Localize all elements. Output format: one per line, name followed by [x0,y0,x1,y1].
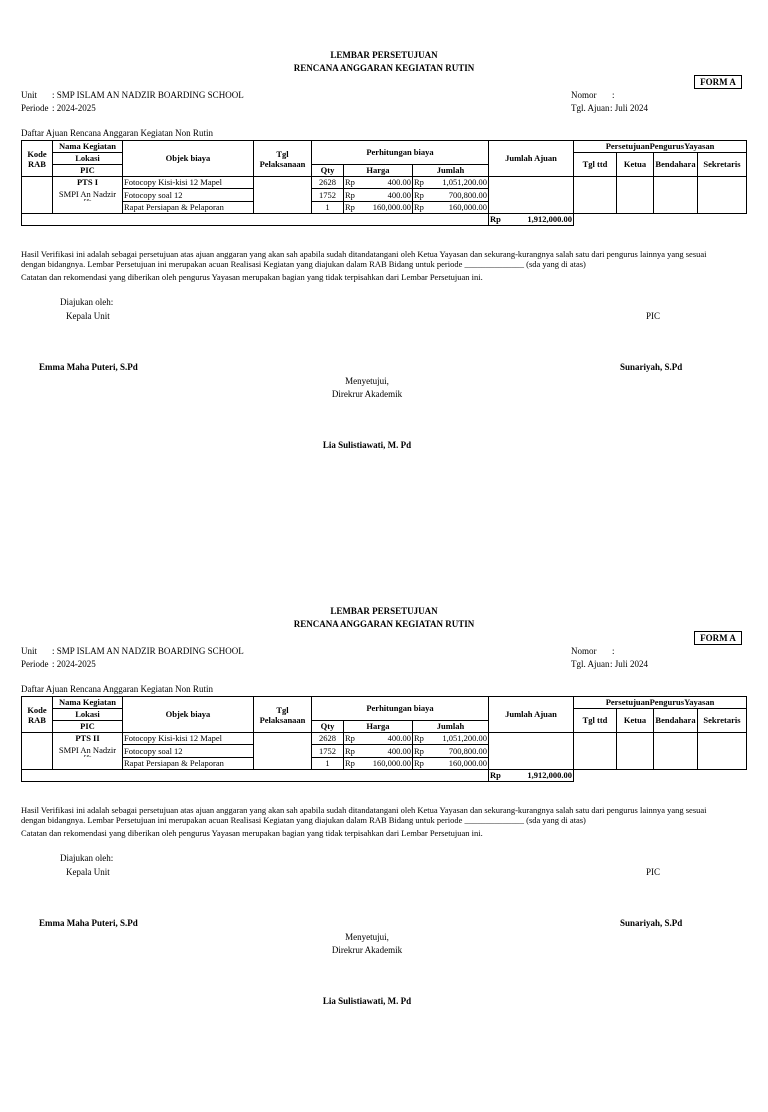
total-value: 1,912,000.00 [527,770,572,780]
header-bendahara: Bendahara [654,153,698,177]
row-objek: Fotocopy Kisi-kisi 12 Mapel [123,733,254,745]
periode-value: : 2024-2025 [52,659,96,669]
row-jumlah: 1,051,200.00 [425,733,489,745]
row-rp: Rp [345,177,355,187]
nomor-label: Nomor [571,646,597,656]
row-rp: Rp [345,733,355,743]
header-ketua: Ketua [617,709,654,733]
pic-label: PIC [646,311,661,321]
row-harga: 400.00 [356,177,413,189]
header-qty: Qty [312,165,344,177]
periode-value: : 2024-2025 [52,103,96,113]
header-jumlah-ajuan: Jumlah Ajuan [489,697,574,733]
menyetujui-label: Menyetujui, [345,932,389,942]
table-row [22,758,747,770]
menyetujui-label: Menyetujui, [345,376,389,386]
row-rp: Rp [414,745,424,756]
header-kode-rab: Kode RAB [22,141,53,177]
header-perhitungan-biaya: Perhitungan biaya [312,141,489,165]
header-kode-rab: Kode RAB [22,697,53,733]
rab-table [21,696,747,782]
sheet-title: LEMBAR PERSETUJUAN [330,50,438,60]
tgl-ajuan-value: : Juli 2024 [610,103,649,113]
kepala-unit-label: Kepala Unit [66,867,110,877]
header-nama-kegiatan: Nama Kegiatan [53,697,123,709]
row-rp: Rp [345,202,355,212]
verification-note [21,249,751,282]
row-qty: 1752 [312,745,344,758]
row-objek: Fotocopy soal 12 [123,189,254,202]
header-sekretaris: Sekretaris [698,153,747,177]
unit-label: Unit [21,646,38,656]
table-row [22,202,747,214]
pic-cut-value: PIC [83,198,92,202]
row-qty: 2628 [312,733,344,745]
list-title: Daftar Ajuan Rencana Anggaran Kegiatan Non Rutin [21,684,213,694]
nomor-label: Nomor [571,90,597,100]
row-qty: 1 [312,758,344,770]
list-title: Daftar Ajuan Rencana Anggaran Kegiatan Non Rutin [21,128,213,138]
row-jumlah: 160,000.00 [425,758,489,770]
row-rp: Rp [414,189,424,200]
diajukan-label: Diajukan oleh: [60,853,114,863]
table-row [22,745,747,758]
note-line-2: dengan bidangnya. Lembar Persetujuan ini merupakan acuan Realisasi Kegiatan yang diajukan dalam RAB Bidang untuk periode ______________ (sda yang di atas) [21,815,586,825]
direktur-label: Direkrur Akademik [331,389,403,399]
signer-pic: Sunariyah, S.Pd [620,362,683,372]
sheet-subtitle: RENCANA ANGGARAN KEGIATAN RUTIN [293,619,475,629]
tgl-ajuan-label: Tgl. Ajuan [571,659,610,669]
header-jumlah: Jumlah [413,165,489,177]
row-harga: 400.00 [356,189,413,202]
signer-direktur: Lia Sulistiawati, M. Pd [322,440,412,450]
row-qty: 2628 [312,177,344,189]
row-objek: Rapat Persiapan & Pelaporan [123,758,254,770]
header-objek-biaya: Objek biaya [123,697,254,733]
nomor-value: : [612,90,615,100]
table-row [22,189,747,202]
header-pic: PIC [53,165,123,177]
note-line-1: Hasil Verifikasi ini adalah sebagai persetujuan atas ajuan anggaran yang akan sah apabila sudah ditandatangani oleh Ketua Yayasan dan sekurang-kurangnya salah satu dari pengurus lainnya yang sesuai [21,249,707,259]
total-cell [489,770,574,782]
row-rp: Rp [345,758,355,768]
header-harga: Harga [344,165,413,177]
row-jumlah: 700,800.00 [425,189,489,202]
signer-kepala-unit: Emma Maha Puteri, S.Pd [39,362,138,372]
sheet-title: LEMBAR PERSETUJUAN [330,606,438,616]
verification-note [21,805,751,838]
note-line-3: Catatan dan rekomendasi yang diberikan oleh pengurus Yayasan merupakan bagian yang tidak terpisahkan dari Lembar Persetujuan ini. [21,828,483,838]
unit-label: Unit [21,90,38,100]
header-tgl-pelaksanaan: Tgl Pelaksanaan [254,697,312,733]
pic-cut-value: PIC [83,754,92,758]
rab-table [21,140,747,226]
row-jumlah: 1,051,200.00 [425,177,489,189]
header-pic: PIC [53,721,123,733]
note-line-3: Catatan dan rekomendasi yang diberikan oleh pengurus Yayasan merupakan bagian yang tidak terpisahkan dari Lembar Persetujuan ini. [21,272,483,282]
header-harga: Harga [344,721,413,733]
table-row [22,177,747,189]
header-tgl-pelaksanaan: Tgl Pelaksanaan [254,141,312,177]
header-tgl-ttd: Tgl ttd [574,709,617,733]
row-harga: 400.00 [356,733,413,745]
total-rp: Rp [490,214,501,224]
tgl-ajuan-label: Tgl. Ajuan [571,103,610,113]
row-rp: Rp [414,202,424,212]
diajukan-label: Diajukan oleh: [60,297,114,307]
total-row [22,770,747,782]
row-rp: Rp [414,177,424,187]
total-row [22,214,747,226]
total-rp: Rp [490,770,501,780]
lokasi-cell [53,189,123,202]
header-jumlah-ajuan: Jumlah Ajuan [489,141,574,177]
row-qty: 1 [312,202,344,214]
lokasi-value: SMPI An Nadzir [58,744,117,755]
header-perhitungan-biaya: Perhitungan biaya [312,697,489,721]
lokasi-value: SMPI An Nadzir [58,188,117,199]
row-rp: Rp [414,758,424,768]
header-bendahara: Bendahara [654,709,698,733]
row-harga: 160,000.00 [356,202,413,214]
header-objek-biaya: Objek biaya [123,141,254,177]
total-value: 1,912,000.00 [527,214,572,224]
header-lokasi: Lokasi [53,709,123,721]
header-persetujuan: PersetujuanPengurusYayasan [574,141,747,153]
approval-sheet [0,556,768,1112]
row-rp: Rp [345,745,355,756]
header-persetujuan: PersetujuanPengurusYayasan [574,697,747,709]
row-objek: Fotocopy soal 12 [123,745,254,758]
tgl-ajuan-value: : Juli 2024 [610,659,649,669]
periode-label: Periode [21,103,49,113]
row-harga: 160,000.00 [356,758,413,770]
kegiatan-name: PTS I [53,177,123,189]
table-row [22,733,747,745]
header-nama-kegiatan: Nama Kegiatan [53,141,123,153]
direktur-label: Direkrur Akademik [331,945,403,955]
header-lokasi: Lokasi [53,153,123,165]
unit-value: : SMP ISLAM AN NADZIR BOARDING SCHOOL [52,90,244,100]
kegiatan-name: PTS II [53,733,123,745]
unit-value: : SMP ISLAM AN NADZIR BOARDING SCHOOL [52,646,244,656]
lokasi-cell [53,745,123,758]
row-qty: 1752 [312,189,344,202]
header-jumlah: Jumlah [413,721,489,733]
header-tgl-ttd: Tgl ttd [574,153,617,177]
row-rp: Rp [345,189,355,200]
nomor-value: : [612,646,615,656]
signer-kepala-unit: Emma Maha Puteri, S.Pd [39,918,138,928]
row-jumlah: 700,800.00 [425,745,489,758]
form-label: FORM A [694,631,742,645]
header-sekretaris: Sekretaris [698,709,747,733]
note-line-2: dengan bidangnya. Lembar Persetujuan ini merupakan acuan Realisasi Kegiatan yang diajukan dalam RAB Bidang untuk periode ______________ (sda yang di atas) [21,259,586,269]
row-objek: Fotocopy Kisi-kisi 12 Mapel [123,177,254,189]
total-cell [489,214,574,226]
header-qty: Qty [312,721,344,733]
signer-direktur: Lia Sulistiawati, M. Pd [322,996,412,1006]
signer-pic: Sunariyah, S.Pd [620,918,683,928]
row-jumlah: 160,000.00 [425,202,489,214]
sheet-subtitle: RENCANA ANGGARAN KEGIATAN RUTIN [293,63,475,73]
periode-label: Periode [21,659,49,669]
form-label: FORM A [694,75,742,89]
row-harga: 400.00 [356,745,413,758]
row-objek: Rapat Persiapan & Pelaporan [123,202,254,214]
row-rp: Rp [414,733,424,743]
header-ketua: Ketua [617,153,654,177]
note-line-1: Hasil Verifikasi ini adalah sebagai persetujuan atas ajuan anggaran yang akan sah apabila sudah ditandatangani oleh Ketua Yayasan dan sekurang-kurangnya salah satu dari pengurus lainnya yang sesuai [21,805,707,815]
kepala-unit-label: Kepala Unit [66,311,110,321]
pic-label: PIC [646,867,661,877]
